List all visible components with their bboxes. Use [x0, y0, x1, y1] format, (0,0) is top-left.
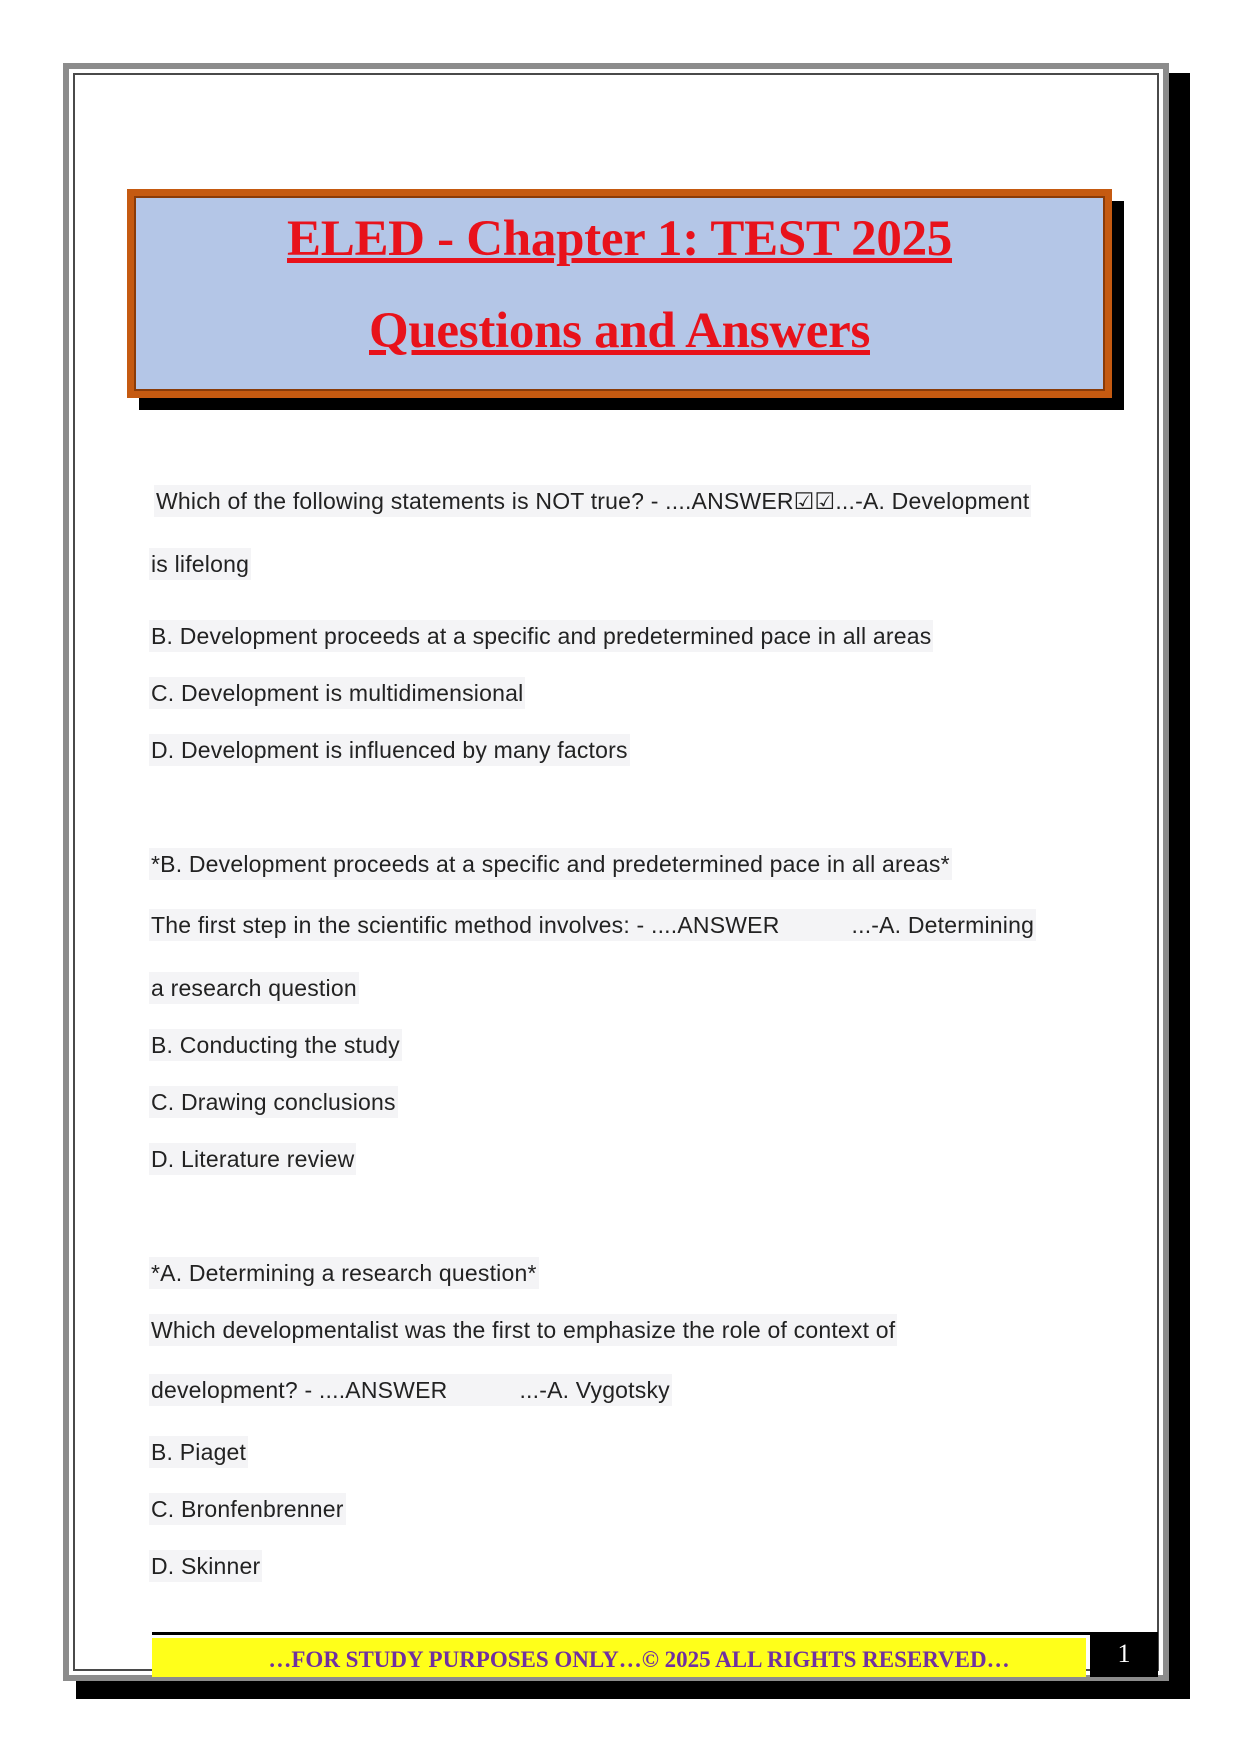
question-3-text-continued [149, 1374, 672, 1406]
title-line-2: Questions and Answers [369, 303, 870, 359]
title-line-1: ELED - Chapter 1: TEST 2025 [287, 211, 952, 267]
question-1-answer: *B. Development proceeds at a specific and predetermined pace in all areas* [149, 848, 952, 880]
question-3-text: Which developmentalist was the first to emphasize the role of context of [149, 1314, 897, 1346]
question-1-option-c: C. Development is multidimensional [149, 677, 525, 709]
question-1-option-b: B. Development proceeds at a specific and predetermined pace in all areas [149, 620, 933, 652]
question-1-text-continued: is lifelong [149, 548, 251, 580]
question-2-option-d: D. Literature review [149, 1143, 356, 1175]
question-3-option-c: C. Bronfenbrenner [149, 1493, 346, 1525]
question-2-option-b: B. Conducting the study [149, 1029, 402, 1061]
question-2-text [149, 909, 1036, 941]
question-1-text: Which of the following statements is NOT true? - ....ANSWER☑☑...-A. Development [154, 485, 1031, 517]
question-2-prompt: The first step in the scientific method involves: - ....ANSWER [151, 912, 780, 938]
page-number: 1 [1090, 1634, 1158, 1677]
title-box [127, 189, 1112, 398]
footer-notice: …FOR STUDY PURPOSES ONLY…© 2025 ALL RIGHTS RESERVED… [152, 1638, 1086, 1677]
question-2-answer: *A. Determining a research question* [149, 1257, 539, 1289]
question-2-answer-inline: ...-A. Determining [851, 912, 1035, 938]
question-2-option-c: C. Drawing conclusions [149, 1086, 398, 1118]
question-3-answer-inline: ...-A. Vygotsky [519, 1377, 670, 1403]
footer-rule [152, 1632, 1158, 1635]
question-2-text-continued: a research question [149, 972, 359, 1004]
question-3-option-b: B. Piaget [149, 1436, 248, 1468]
question-3-option-d: D. Skinner [149, 1550, 262, 1582]
question-3-prompt: development? - ....ANSWER [151, 1377, 448, 1403]
question-1-option-d: D. Development is influenced by many factors [149, 734, 630, 766]
